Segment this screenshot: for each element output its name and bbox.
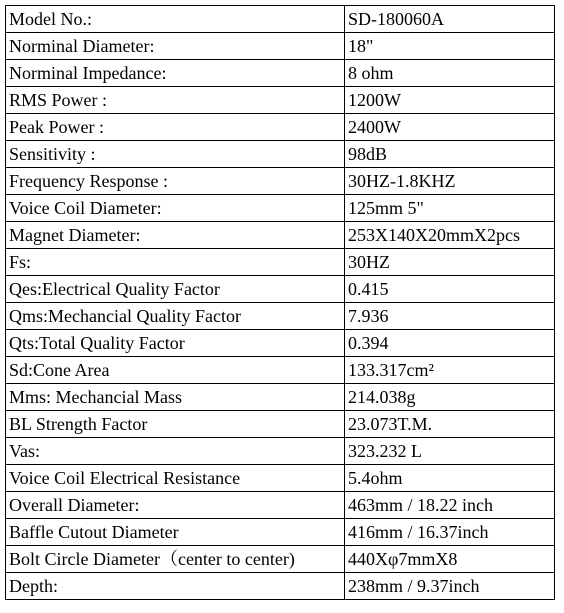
table-row <box>6 195 555 222</box>
spec-value: 30HZ-1.8KHZ <box>345 168 555 195</box>
spec-value: 125mm 5" <box>345 195 555 222</box>
spec-value: 23.073T.M. <box>345 411 555 438</box>
table-row <box>6 357 555 384</box>
spec-value: 30HZ <box>345 249 555 276</box>
spec-label: RMS Power : <box>6 87 345 114</box>
table-row <box>6 276 555 303</box>
spec-label: Peak Power : <box>6 114 345 141</box>
spec-value: SD-180060A <box>345 6 555 33</box>
spec-table-body <box>6 6 555 600</box>
spec-label: Qes:Electrical Quality Factor <box>6 276 345 303</box>
spec-label: Voice Coil Diameter: <box>6 195 345 222</box>
spec-label: Voice Coil Electrical Resistance <box>6 465 345 492</box>
spec-value: 0.415 <box>345 276 555 303</box>
spec-table <box>5 5 555 600</box>
table-row <box>6 114 555 141</box>
spec-label: Mms: Mechancial Mass <box>6 384 345 411</box>
spec-value: 463mm / 18.22 inch <box>345 492 555 519</box>
table-row <box>6 492 555 519</box>
spec-label: Bolt Circle Diameter（center to center) <box>6 546 345 573</box>
spec-value: 238mm / 9.37inch <box>345 573 555 600</box>
spec-label: Qts:Total Quality Factor <box>6 330 345 357</box>
table-row <box>6 411 555 438</box>
spec-value: 0.394 <box>345 330 555 357</box>
spec-value: 7.936 <box>345 303 555 330</box>
spec-label: Overall Diameter: <box>6 492 345 519</box>
table-row <box>6 222 555 249</box>
spec-label: Qms:Mechancial Quality Factor <box>6 303 345 330</box>
spec-label: Norminal Diameter: <box>6 33 345 60</box>
table-row <box>6 546 555 573</box>
spec-value: 18" <box>345 33 555 60</box>
spec-value: 214.038g <box>345 384 555 411</box>
spec-label: Frequency Response : <box>6 168 345 195</box>
spec-label: Vas: <box>6 438 345 465</box>
spec-label: Depth: <box>6 573 345 600</box>
table-row <box>6 573 555 600</box>
spec-value: 440Xφ7mmX8 <box>345 546 555 573</box>
table-row <box>6 33 555 60</box>
table-row <box>6 60 555 87</box>
spec-value: 323.232 L <box>345 438 555 465</box>
table-row <box>6 330 555 357</box>
spec-label: Model No.: <box>6 6 345 33</box>
spec-label: Sd:Cone Area <box>6 357 345 384</box>
spec-value: 253X140X20mmX2pcs <box>345 222 555 249</box>
spec-label: Fs: <box>6 249 345 276</box>
table-row <box>6 87 555 114</box>
table-row <box>6 168 555 195</box>
table-row <box>6 6 555 33</box>
spec-value: 2400W <box>345 114 555 141</box>
table-row <box>6 519 555 546</box>
table-row <box>6 384 555 411</box>
spec-label: BL Strength Factor <box>6 411 345 438</box>
spec-label: Norminal Impedance: <box>6 60 345 87</box>
table-row <box>6 141 555 168</box>
spec-value: 133.317cm² <box>345 357 555 384</box>
spec-label: Baffle Cutout Diameter <box>6 519 345 546</box>
table-row <box>6 465 555 492</box>
table-row <box>6 303 555 330</box>
spec-value: 416mm / 16.37inch <box>345 519 555 546</box>
table-row <box>6 438 555 465</box>
spec-value: 1200W <box>345 87 555 114</box>
table-row <box>6 249 555 276</box>
spec-value: 8 ohm <box>345 60 555 87</box>
spec-label: Magnet Diameter: <box>6 222 345 249</box>
spec-value: 5.4ohm <box>345 465 555 492</box>
spec-label: Sensitivity : <box>6 141 345 168</box>
spec-value: 98dB <box>345 141 555 168</box>
